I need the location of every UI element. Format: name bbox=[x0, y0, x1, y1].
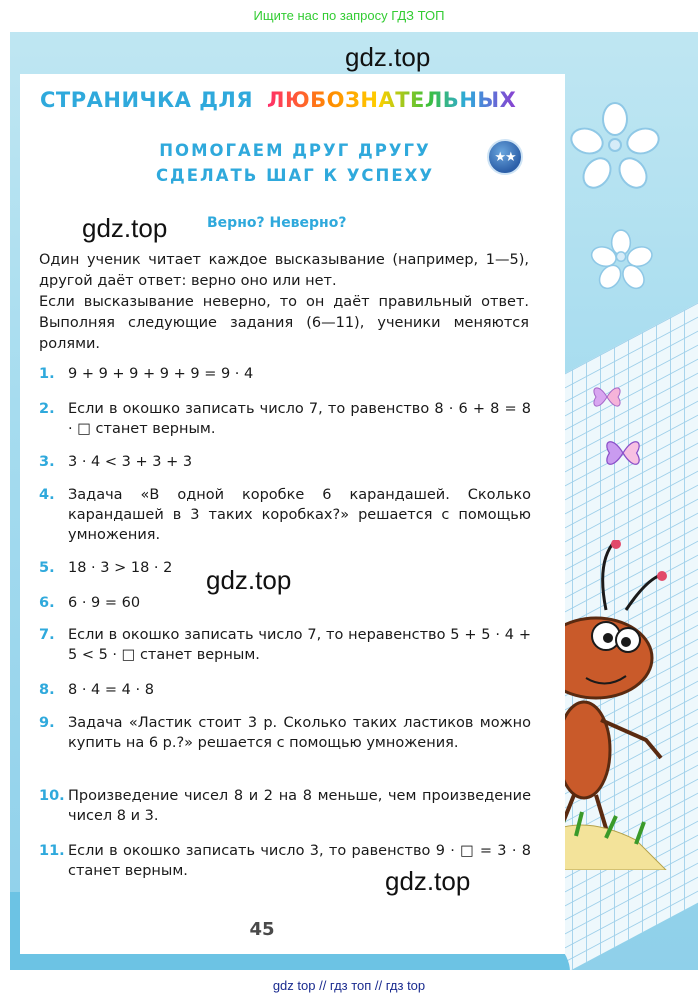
task-item bbox=[39, 713, 531, 753]
task-text: Задача «Ластик стоит 3 р. Сколько таких ластиков можно купить на 6 р.?» решается с помощью умножения. bbox=[68, 715, 531, 751]
task-item bbox=[39, 593, 531, 613]
task-text: 6 · 9 = 60 bbox=[68, 595, 141, 611]
intro-paragraph: Если высказывание неверно, то он даёт правильный ответ. Выполняя следующие задания (6—11), ученики меняются ролями. bbox=[39, 294, 529, 352]
task-text: 9 + 9 + 9 + 9 + 9 = 9 · 4 bbox=[68, 366, 254, 382]
title-line-2: СДЕЛАТЬ ШАГ К УСПЕХУ bbox=[155, 166, 435, 185]
watermark: gdz.top bbox=[206, 565, 292, 595]
task-number: 5. bbox=[39, 560, 55, 576]
task-item bbox=[39, 485, 531, 545]
task-number: 8. bbox=[39, 682, 55, 698]
task-number: 7. bbox=[39, 627, 55, 643]
task-item bbox=[39, 680, 531, 700]
task-number: 3. bbox=[39, 454, 55, 470]
header-left-text: СТРАНИЧКА ДЛЯ bbox=[40, 88, 254, 112]
section-header bbox=[22, 78, 562, 120]
task-number: 4. bbox=[39, 487, 55, 503]
watermark: gdz.top bbox=[82, 213, 168, 243]
task-number: 1. bbox=[39, 366, 55, 382]
task-number: 11. bbox=[39, 843, 65, 859]
bottom-banner[interactable]: gdz top // гдз топ // гдз top bbox=[272, 978, 426, 993]
top-banner[interactable]: Ищите нас по запросу ГДЗ ТОП bbox=[253, 8, 445, 23]
star-badge-icon: ★★ bbox=[487, 139, 523, 175]
header-right-text: ЛЮБОЗНАТЕЛЬНЫХ bbox=[267, 88, 517, 112]
task-text: Если в окошко записать число 7, то неравенство 5 + 5 · 4 + 5 < 5 · □ станет верным. bbox=[68, 627, 531, 663]
flower-icon bbox=[572, 102, 662, 192]
butterfly-icon bbox=[590, 380, 624, 421]
task-item bbox=[39, 625, 531, 665]
task-number: 2. bbox=[39, 401, 55, 417]
task-text: 3 · 4 < 3 + 3 + 3 bbox=[68, 454, 193, 470]
page-number: 45 bbox=[230, 908, 294, 954]
task-text: Задача «В одной коробке 6 карандашей. Сколько карандашей в 3 таких коробках?» решается с помощью умножения. bbox=[68, 487, 531, 543]
task-text: 18 · 3 > 18 · 2 bbox=[68, 560, 173, 576]
page-title bbox=[80, 138, 510, 188]
task-number: 10. bbox=[39, 788, 65, 804]
task-text: 8 · 4 = 4 · 8 bbox=[68, 682, 154, 698]
task-item bbox=[39, 399, 531, 439]
task-text: Если в окошко записать число 3, то равенство 9 · □ = 3 · 8 станет верным. bbox=[68, 843, 531, 879]
intro-text bbox=[39, 250, 529, 355]
task-text: Произведение чисел 8 и 2 на 8 меньше, чем произведение чисел 8 и 3. bbox=[68, 788, 531, 824]
task-item bbox=[39, 364, 531, 384]
task-item bbox=[39, 452, 531, 472]
intro-paragraph: Один ученик читает каждое высказывание (например, 1—5), другой даёт ответ: верно оно или нет. bbox=[39, 252, 529, 289]
watermark: gdz.top bbox=[385, 866, 471, 896]
task-number: 9. bbox=[39, 715, 55, 731]
task-number: 6. bbox=[39, 595, 55, 611]
title-line-1: ПОМОГАЕМ ДРУГ ДРУГУ bbox=[159, 141, 431, 160]
flower-icon bbox=[595, 229, 646, 280]
watermark: gdz.top bbox=[345, 42, 431, 72]
task-text: Если в окошко записать число 7, то равенство 8 · 6 + 8 = 8 · □ станет верным. bbox=[68, 401, 531, 437]
section-subtitle: Верно? Неверно? bbox=[207, 215, 347, 231]
butterfly-icon bbox=[602, 432, 644, 481]
task-item bbox=[39, 786, 531, 826]
